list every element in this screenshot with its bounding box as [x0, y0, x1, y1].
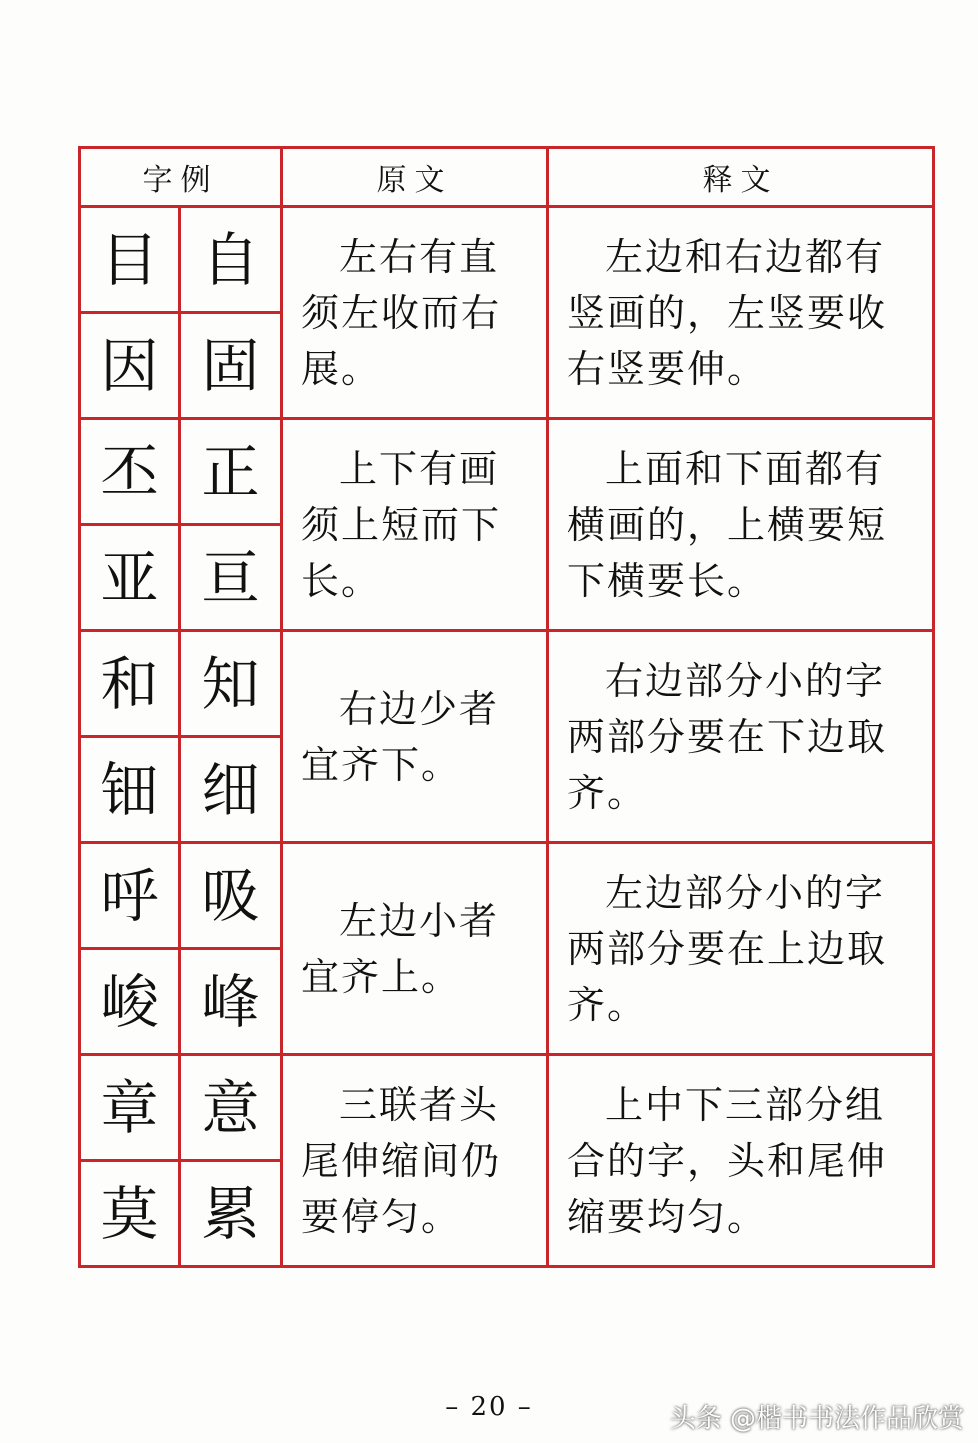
original-text: 右边少者宜齐下。 — [301, 686, 500, 787]
example-char: 峰 — [180, 949, 282, 1055]
table-row — [80, 631, 934, 737]
explanation-text-cell — [548, 631, 934, 843]
original-text: 三联者头尾伸缩间仍要停匀。 — [301, 1082, 502, 1239]
header-explanation: 释文 — [548, 148, 934, 207]
example-char: 章 — [80, 1055, 180, 1161]
example-char: 和 — [80, 631, 180, 737]
watermark-text: 头条 @楷书书法作品欣赏 — [669, 1404, 964, 1434]
example-char: 累 — [180, 1161, 282, 1267]
example-char: 细 — [180, 737, 282, 843]
explanation-text: 上面和下面都有横画的，上横要短下横要长。 — [567, 446, 888, 603]
original-text: 左右有直须左收而右展。 — [301, 234, 502, 391]
calligraphy-table — [78, 146, 935, 1268]
original-text-cell — [282, 1055, 548, 1267]
explanation-text: 左边部分小的字两部分要在上边取齐。 — [567, 870, 888, 1027]
original-text-cell — [282, 631, 548, 843]
example-char: 亘 — [180, 525, 282, 631]
header-original: 原文 — [282, 148, 548, 207]
explanation-text-cell — [548, 207, 934, 419]
example-char: 正 — [180, 419, 282, 525]
example-char: 丕 — [80, 419, 180, 525]
example-char: 亚 — [80, 525, 180, 631]
original-text-cell — [282, 843, 548, 1055]
table-row — [80, 419, 934, 525]
explanation-text-cell — [548, 843, 934, 1055]
table-row — [80, 207, 934, 313]
table-row — [80, 1055, 934, 1161]
original-text-cell — [282, 207, 548, 419]
example-char: 目 — [80, 207, 180, 313]
table-header-row — [80, 148, 934, 207]
page-number: – 20 – — [445, 1392, 533, 1422]
original-text: 左边小者宜齐上。 — [301, 898, 500, 999]
explanation-text-cell — [548, 419, 934, 631]
explanation-text: 左边和右边都有竖画的，左竖要收右竖要伸。 — [567, 234, 888, 391]
example-char: 固 — [180, 313, 282, 419]
example-char: 呼 — [80, 843, 180, 949]
example-char: 莫 — [80, 1161, 180, 1267]
example-char: 吸 — [180, 843, 282, 949]
explanation-text-cell — [548, 1055, 934, 1267]
example-char: 意 — [180, 1055, 282, 1161]
header-examples: 字例 — [80, 148, 282, 207]
example-char: 知 — [180, 631, 282, 737]
example-char: 钿 — [80, 737, 180, 843]
explanation-text: 右边部分小的字两部分要在下边取齐。 — [567, 658, 888, 815]
example-char: 因 — [80, 313, 180, 419]
original-text-cell — [282, 419, 548, 631]
original-text: 上下有画须上短而下长。 — [301, 446, 502, 603]
table-row — [80, 843, 934, 949]
explanation-text: 上中下三部分组合的字，头和尾伸缩要均匀。 — [567, 1082, 888, 1239]
example-char: 峻 — [80, 949, 180, 1055]
example-char: 自 — [180, 207, 282, 313]
